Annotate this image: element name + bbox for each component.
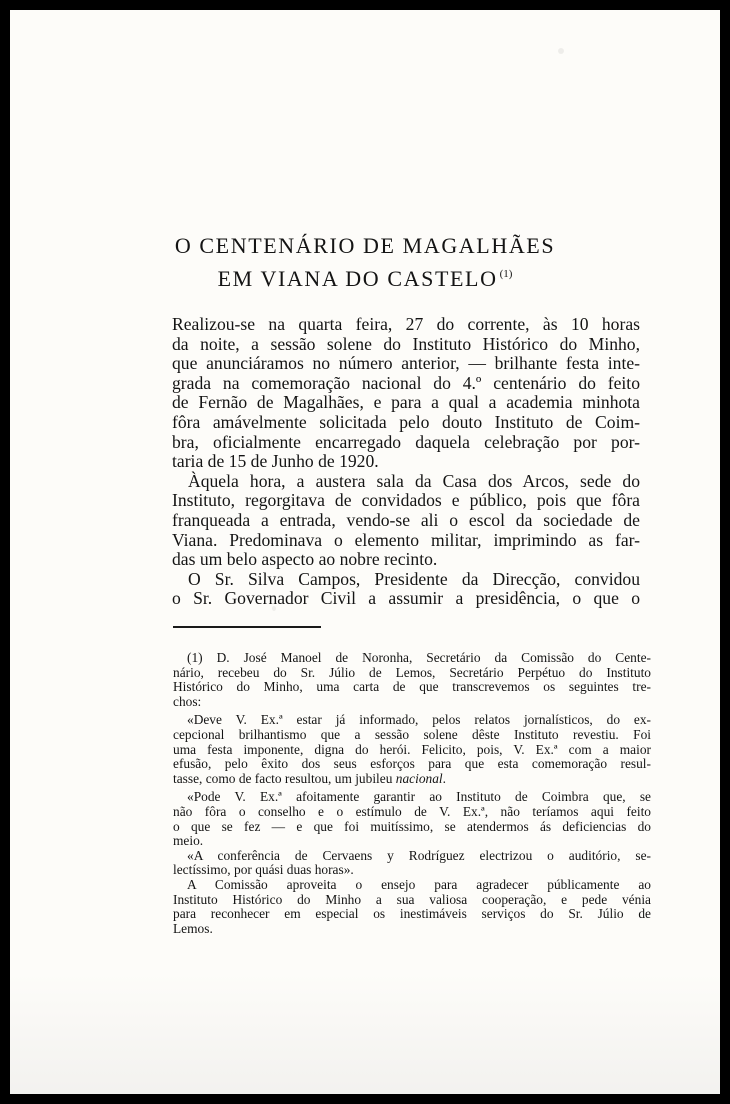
article-body	[172, 315, 640, 609]
footnote-reference: (1)	[499, 268, 513, 280]
footnote-line: cepcional brilhantismo que a sessão solene dêste Instituto revestiu. Foi	[173, 726, 651, 742]
footnote-line: lectíssimo, por quási duas horas».	[173, 862, 354, 878]
document-page	[10, 10, 720, 1094]
footnote-line: uma festa imponente, digna do herói. Felicito, pois, V. Ex.ª com a maior	[173, 741, 651, 757]
footnote-line: (1) D. José Manoel de Noronha, Secretário da Comissão do Cente-	[187, 650, 651, 665]
footnote	[173, 651, 651, 936]
footnote-line: para reconhecer em especial os inestimáveis serviços do Sr. Júlio de	[173, 906, 651, 922]
footnote-line: meio.	[173, 833, 204, 849]
body-line: Realizou-se na quarta feira, 27 do corrente, às 10 horas	[172, 314, 640, 334]
footnote-line: tasse, como de facto resultou, um jubileu nacional.	[173, 770, 446, 786]
body-line: fôra amávelmente solicitada pelo douto Instituto de Coim-	[172, 411, 640, 432]
footnote-line: A Comissão aproveita o ensejo para agradecer públicamente ao	[187, 876, 651, 892]
footnote-line: nário, recebeu do Sr. Júlio de Lemos, Secretário Perpétuo do Instituto	[173, 664, 651, 680]
footnote-line: «Deve V. Ex.ª estar já informado, pelos relatos jornalísticos, do ex-	[187, 712, 651, 728]
footnote-line: Lemos.	[173, 920, 213, 936]
footnote-line: o que se fez — e que foi muitíssimo, se atendermos ás deficiencias do	[173, 818, 651, 834]
body-line: de Fernão de Magalhães, e para a qual a academia minhota	[172, 392, 640, 413]
article-title-line-2: EM VIANA DO CASTELO $^{(1)}$	[217, 266, 513, 291]
body-line: bra, oficialmente encarregado daquela celebração por por-	[172, 431, 640, 452]
footnote-line: Instituto Histórico do Minho a sua valiosa cooperação, e pede vénia	[173, 891, 651, 907]
footnote-line: efusão, pelo êxito dos seus esforços para que esta comemoração resul-	[173, 756, 651, 772]
footnote-divider	[173, 626, 321, 628]
body-line: taria de 15 de Junho de 1920.	[172, 451, 379, 472]
body-line: Instituto, regorgitava de convidados e público, pois que fôra	[172, 490, 640, 511]
body-line: grada na comemoração nacional do 4.º centenário do feito	[172, 372, 640, 393]
paper-spot	[558, 48, 564, 54]
body-line: que anunciáramos no número anterior, — brilhante festa inte-	[172, 353, 640, 374]
body-line: da noite, a sessão solene do Instituto Histórico do Minho,	[172, 333, 640, 354]
footnote-italic-word: nacional	[395, 770, 443, 786]
footnote-line: «A conferência de Cervaens y Rodríguez electrizou o auditório, se-	[187, 847, 651, 863]
footnote-line: não fôra o conselho e o estímulo de V. Ex.ª, não teríamos aqui feito	[173, 803, 651, 819]
body-line: franqueada a entrada, vendo-se ali o escol da sociedade de	[172, 509, 640, 530]
page-shading	[10, 974, 720, 1094]
footnote-line: Histórico do Minho, uma carta de que transcrevemos os seguintes tre-	[173, 679, 651, 695]
body-line: O Sr. Silva Campos, Presidente da Direcção, convidou	[188, 568, 640, 589]
body-line: Viana. Predominava o elemento militar, imprimindo as far-	[172, 529, 640, 550]
footnote-line: «Pode V. Ex.ª afoitamente garantir ao Instituto de Coimbra que, se	[187, 789, 651, 805]
body-line: das um belo aspecto ao nobre recinto.	[172, 549, 438, 570]
article-title-line-1: O CENTENÁRIO DE MAGALHÃES	[174, 233, 556, 258]
body-line: o Sr. Governador Civil a assumir a presidência, o que o	[172, 588, 640, 609]
footnote-line: chos:	[173, 693, 202, 709]
body-line: Àquela hora, a austera sala da Casa dos Arcos, sede do	[188, 470, 640, 491]
